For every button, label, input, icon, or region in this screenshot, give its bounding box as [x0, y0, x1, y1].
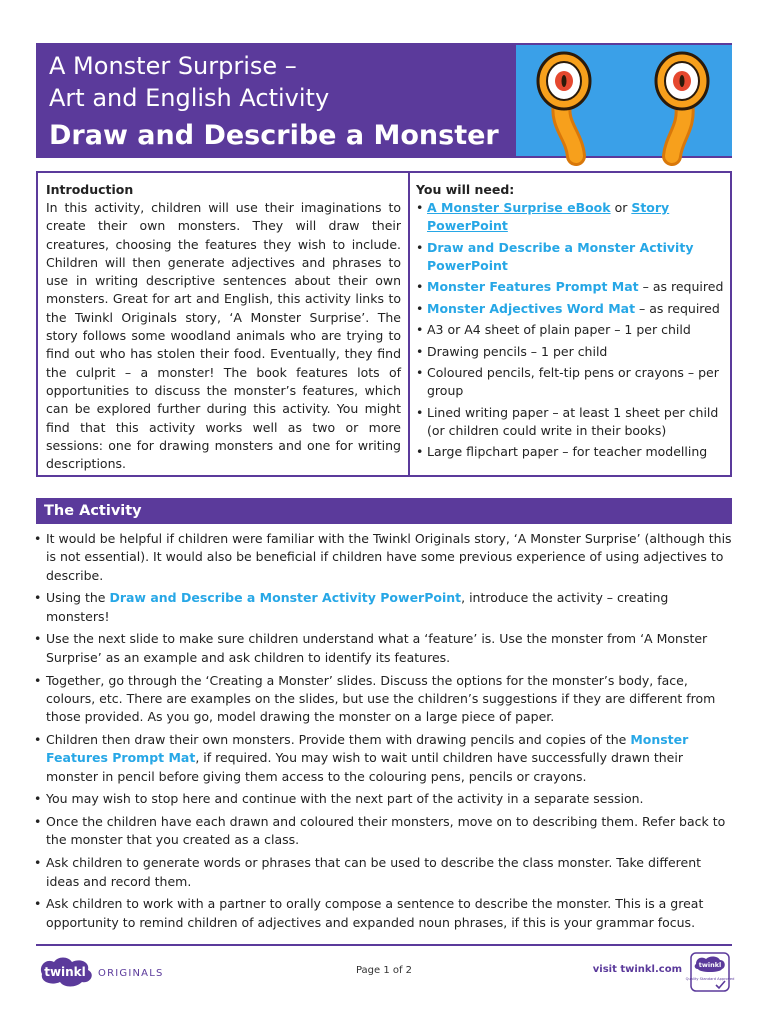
features-prompt-mat-link[interactable]: Monster Features Prompt Mat [46, 731, 689, 766]
page-header [36, 43, 732, 158]
twinkl-originals-logo[interactable] [36, 954, 166, 988]
list-item: • It would be helpful if children were familiar with the Twinkl Originals story, ‘A Monster Surprise’ (although this is not essential). It would also be beneficial if children have some previous experience of using adjectives to describe. [34, 530, 732, 585]
monster-eyes-illustration [516, 45, 732, 156]
list-item: • Lined writing paper – at least 1 sheet per child (or children could write in their books) [416, 404, 726, 440]
introduction-heading: Introduction [46, 182, 134, 197]
list-item [34, 731, 732, 786]
you-will-need-heading: You will need: [416, 182, 515, 197]
badge-word: twinkl [698, 961, 722, 969]
list-item-text: Using the [46, 590, 110, 606]
logo-word: twinkl [44, 965, 86, 979]
footer-divider [36, 944, 732, 946]
list-item-text: – as required [638, 279, 724, 294]
list-item: • A3 or A4 sheet of plain paper – 1 per child [416, 321, 726, 339]
features-prompt-mat-link[interactable]: Monster Features Prompt Mat [427, 279, 639, 294]
you-will-need-section [416, 181, 726, 465]
list-item [416, 300, 726, 318]
adjectives-word-mat-link[interactable]: Monster Adjectives Word Mat [427, 300, 636, 316]
list-item-text: – as required [635, 300, 720, 316]
column-divider [408, 173, 410, 475]
list-item: • Once the children have each drawn and coloured their monsters, move on to describing them. Refer back to the monster that you created as a class. [34, 813, 732, 850]
page-title: Draw and Describe a Monster [49, 120, 499, 151]
quality-standard-badge [685, 952, 735, 992]
list-item-text: , introduce the activity – creating monsters! [46, 590, 669, 624]
list-item: • Together, go through the ‘Creating a Monster’ slides. Discuss the options for the monster’s body, face, colours, etc. There are examples on the slides, but use the children’s suggestions if they are different from those provided. As you go, model drawing the monster on a large piece of paper. [34, 672, 732, 727]
list-item [416, 239, 726, 275]
list-item: • Drawing pencils – 1 per child [416, 343, 726, 361]
list-item [34, 589, 732, 626]
list-item-text: Children then draw their own monsters. Provide them with drawing pencils and copies of the [46, 731, 631, 747]
badge-text: Quality Standard Approved [685, 977, 735, 981]
visit-website-link[interactable]: visit twinkl.com [592, 964, 682, 975]
title-line-1: A Monster Surprise – [49, 52, 297, 80]
list-item-text: , if required. You may wish to wait until children have successfully drawn their monster in pencil before giving them access to the colouring pens, pencils or crayons. [46, 750, 683, 784]
activity-heading: The Activity [44, 503, 142, 519]
story-powerpoint-link[interactable]: Story PowerPoint [427, 200, 670, 233]
intro-and-needs-box [36, 171, 732, 477]
list-item: • Ask children to generate words or phrases that can be used to describe the class monster. Take different ideas and record them. [34, 854, 732, 891]
ebook-link[interactable]: A Monster Surprise eBook [427, 200, 611, 215]
activity-powerpoint-link[interactable]: Draw and Describe a Monster Activity PowerPoint [109, 590, 462, 606]
introduction-text: In this activity, children will use their imaginations to create their own monsters. They will draw their creatures, choosing the features they wish to include. Children will then generate adjectives and phrases to use in writing descriptive sentences about their own monsters. Great for art and English, this activity links to the Twinkl Originals story, ‘A Monster Surprise’. The story follows some woodland animals who are trying to find out who has stolen their food. Eventually, they find the culprit – a monster! The book features lots of opportunities to discuss the monster’s features, which can be explored further during this activity. You might find that this activity works well as two or more sessions: one for drawing monsters and one for writing descriptions. [46, 200, 401, 472]
page-number: Page 1 of 2 [355, 965, 413, 976]
materials-list [416, 199, 726, 461]
list-item [416, 199, 726, 235]
title-line-2: Art and English Activity [49, 84, 330, 112]
list-item [416, 278, 726, 296]
logo-sub: ORIGINALS [98, 968, 164, 979]
list-item: • Large flipchart paper – for teacher modelling [416, 443, 726, 461]
introduction-section [46, 181, 401, 473]
list-item: • Coloured pencils, felt-tip pens or crayons – per group [416, 364, 726, 400]
list-item: • Use the next slide to make sure children understand what a ‘feature’ is. Use the monster from ‘A Monster Surprise’ as an example and ask children to identify its features. [34, 630, 732, 667]
activity-powerpoint-link[interactable]: Draw and Describe a Monster Activity PowerPoint [427, 239, 694, 273]
list-item: • Ask children to work with a partner to orally compose a sentence to describe the monster. This is a great opportunity to remind children of adjectives and expanded noun phrases, if this is your grammar focus. [34, 895, 732, 932]
or-text: or [610, 200, 632, 215]
list-item: • You may wish to stop here and continue with the next part of the activity in a separate session. [34, 790, 732, 808]
activity-steps-list [34, 530, 732, 936]
activity-heading-bar [36, 498, 732, 524]
